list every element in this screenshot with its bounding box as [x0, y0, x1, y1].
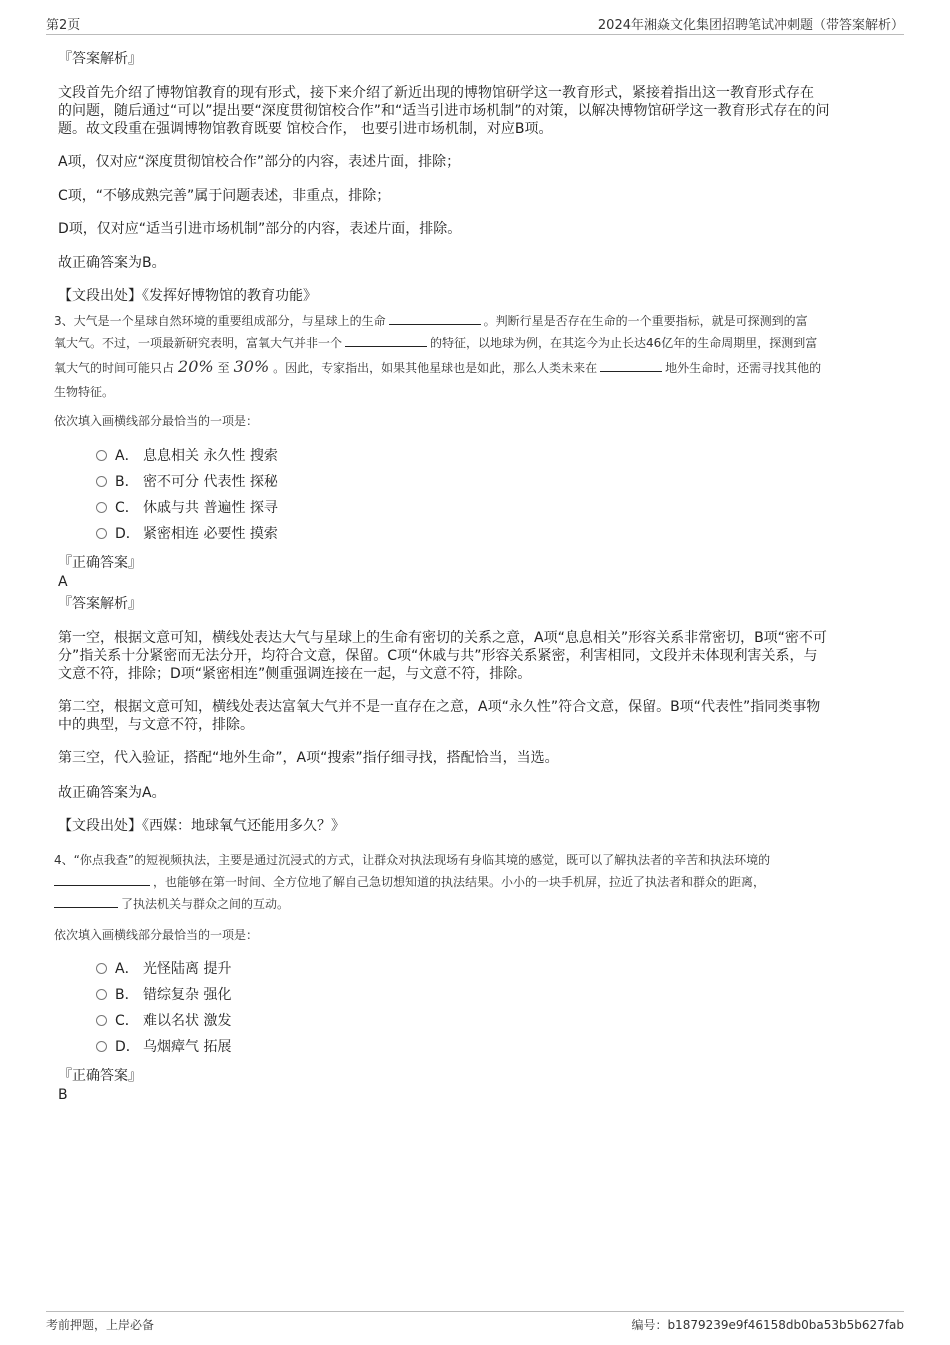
option-c-note: C项，“不够成熟完善”属于问题表述，非重点，排除； — [58, 188, 391, 204]
radio-icon[interactable] — [96, 476, 107, 487]
document-id: 编号：b1879239e9f46158db0ba53b5b627fab — [631, 1318, 904, 1332]
conclusion: 故正确答案为A。 — [58, 785, 166, 801]
q3-option-d[interactable]: D． 紧密相连 必要性 摸索 — [96, 524, 278, 544]
page-footer — [46, 1311, 904, 1338]
option-a-note: A项，仅对应“深度贯彻馆校合作”部分的内容，表述片面，排除； — [58, 154, 461, 170]
source-citation: 【文段出处】《发挥好博物馆的教育功能》 — [58, 288, 317, 304]
q4-option-c[interactable]: C． 难以名状 激发 — [96, 1011, 231, 1031]
blank-1 — [389, 310, 481, 325]
blank-2 — [345, 332, 427, 347]
question-4-prompt: 依次填入画横线部分最恰当的一项是： — [54, 928, 259, 942]
blank-1 — [54, 871, 150, 886]
question-3-stem: 3、大气是一个星球自然环境的重要组成部分，与星球上的生命 。判断行星是否存在生命的一个重要指标，就是可探测到的富 氧大气。不过，一项最新研究表明，富氧大气并非一个 的特征，以地球为例，在其迄今为止长达46亿年的生命周期里，探测到富 氧大气的时间可能只占 20% 至 30% 。因此，专家指出，如果其他星球也是如此，那么人类未来在 地外生命时，还需寻找其他的 生物特征。 — [54, 310, 902, 403]
correct-answer: A — [58, 574, 68, 590]
blank-2 — [54, 893, 118, 908]
percent-30: 30% — [233, 357, 270, 376]
analysis-line: 文段首先介绍了博物馆教育的现有形式，接下来介绍了新近出现的博物馆研学这一教育形式，紧接着指出这一教育形式存在 — [58, 85, 814, 101]
footer-slogan: 考前押题，上岸必备 — [46, 1318, 155, 1332]
correct-answer-heading: 『正确答案』 — [58, 555, 142, 571]
analysis-line: 题。故文段重在强调博物馆教育既要 馆校合作， 也要引进市场机制，对应B项。 — [58, 121, 553, 137]
option-d-note: D项，仅对应“适当引进市场机制”部分的内容，表述片面，排除。 — [58, 221, 462, 237]
source-citation: 【文段出处】《西媒：地球氧气还能用多久？》 — [58, 818, 345, 834]
analysis-blank-3: 第三空，代入验证，搭配“地外生命”，A项“搜索”指仔细寻找，搭配恰当，当选。 — [58, 750, 559, 766]
analysis-blank-1: 第一空，根据文意可知，横线处表达大气与星球上的生命有密切的关系之意，A项“息息相关”形容关系非常密切，B项“密不可 分”指关系十分紧密而无法分开，均符合文意，保留。C项“休戚与共”形容关系紧密，利害相同，文段并未体现利害关系，与 文意不符，排除；D项“紧密相连”侧重强调连接在一起，与文意不符，排除。 — [58, 630, 827, 682]
percent-20: 20% — [178, 357, 214, 376]
analysis-blank-2: 第二空，根据文意可知，横线处表达富氧大气并不是一直存在之意，A项“永久性”符合文意，保留。B项“代表性”指同类事物 中的典型，与文意不符，排除。 — [58, 699, 821, 733]
question-4-stem: 4、“你点我查”的短视频执法，主要是通过沉浸式的方式，让群众对执法现场有身临其境的感觉，既可以了解执法者的辛苦和执法环境的 ，也能够在第一时间、全方位地了解自己急切想知道的执法结果。小小的一块手机屏，拉近了执法者和群众的距离， 了执法机关与群众之间的互动。 — [54, 853, 771, 911]
document-title: 2024年湘焱文化集团招聘笔试冲刺题（带答案解析） — [597, 18, 904, 33]
conclusion: 故正确答案为B。 — [58, 255, 166, 271]
question-3-prompt: 依次填入画横线部分最恰当的一项是： — [54, 414, 259, 428]
correct-answer: B — [58, 1087, 68, 1103]
q4-option-d[interactable]: D． 乌烟瘴气 拓展 — [96, 1037, 231, 1057]
blank-3 — [600, 357, 662, 372]
q4-option-a[interactable]: A． 光怪陆离 提升 — [96, 959, 231, 979]
analysis-heading: 『答案解析』 — [58, 51, 142, 67]
radio-icon[interactable] — [96, 963, 107, 974]
q3-option-c[interactable]: C． 休戚与共 普遍性 探寻 — [96, 498, 278, 518]
analysis-line: 的问题，随后通过“可以”提出要“深度贯彻馆校合作”和“适当引进市场机制”的对策，以解决博物馆研学这一教育形式存在的问 — [58, 103, 830, 119]
radio-icon[interactable] — [96, 502, 107, 513]
page-header — [46, 12, 904, 35]
radio-icon[interactable] — [96, 1015, 107, 1026]
analysis-heading: 『答案解析』 — [58, 596, 142, 612]
q4-option-b[interactable]: B． 错综复杂 强化 — [96, 985, 231, 1005]
radio-icon[interactable] — [96, 528, 107, 539]
radio-icon[interactable] — [96, 1041, 107, 1052]
analysis-paragraph — [58, 84, 900, 138]
radio-icon[interactable] — [96, 989, 107, 1000]
radio-icon[interactable] — [96, 450, 107, 461]
correct-answer-heading: 『正确答案』 — [58, 1068, 142, 1084]
q3-option-b[interactable]: B． 密不可分 代表性 探秘 — [96, 472, 278, 492]
q3-option-a[interactable]: A． 息息相关 永久性 搜索 — [96, 446, 278, 466]
page-number: 第2页 — [46, 18, 81, 33]
